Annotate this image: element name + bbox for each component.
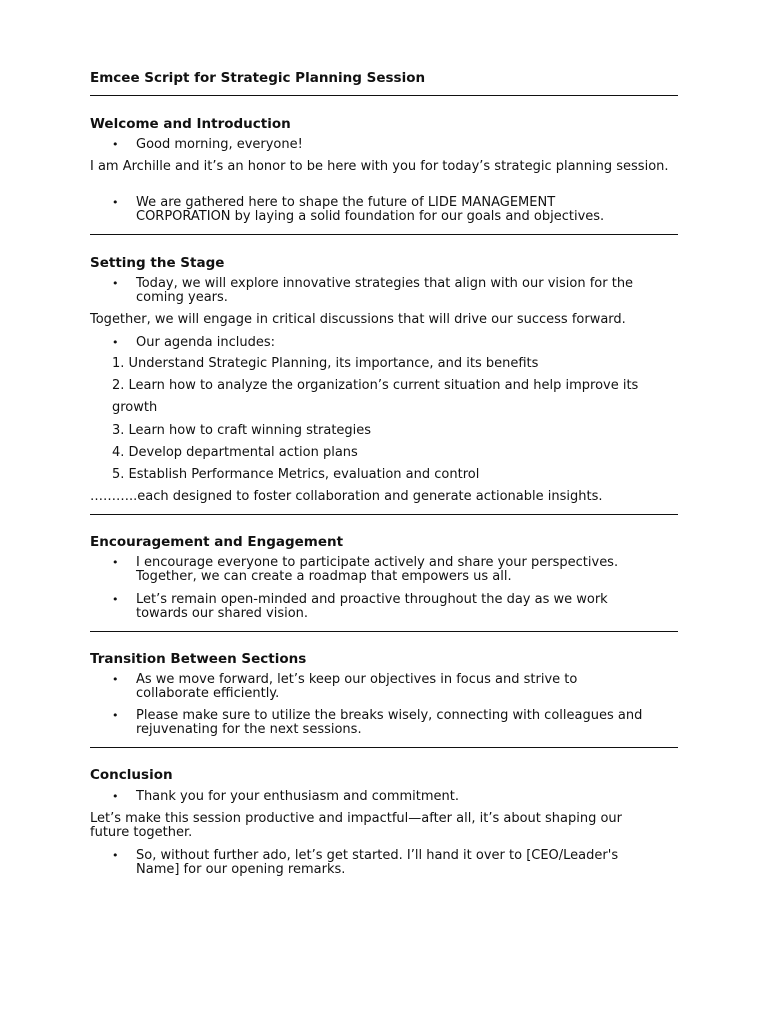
list-item: • Thank you for your enthusiasm and commitment. — [112, 789, 460, 804]
paragraph: Let’s make this session productive and impactful—after all, it’s about shaping our future together. — [90, 811, 623, 840]
list-item: • Good morning, everyone! — [112, 137, 303, 152]
list-item: • As we move forward, let’s keep our objectives in focus and strive to collaborate efficiently. — [112, 672, 578, 701]
list-item: • We are gathered here to shape the future of LIDE MANAGEMENT CORPORATION by laying a solid foundation for our goals and objectives. — [112, 195, 605, 224]
list-item: • Our agenda includes: — [112, 335, 276, 350]
divider — [90, 631, 678, 632]
bullet-dot-icon: • — [112, 138, 119, 151]
list-item: • I encourage everyone to participate actively and share your perspectives. Together, we can create a roadmap that empowers us all. — [112, 555, 619, 584]
paragraph: Together, we will engage in critical discussions that will drive our success forward. — [90, 312, 626, 327]
agenda-item: growth — [112, 400, 158, 415]
bullet-dot-icon: • — [112, 593, 119, 606]
agenda-item: 1. Understand Strategic Planning, its importance, and its benefits — [112, 356, 539, 371]
agenda-item: 2. Learn how to analyze the organization’s current situation and help improve its — [112, 378, 639, 393]
divider — [90, 95, 678, 96]
bullet-dot-icon: • — [112, 277, 119, 290]
agenda-item: 4. Develop departmental action plans — [112, 445, 358, 460]
section-heading-stage: Setting the Stage — [90, 255, 225, 271]
document-title: Emcee Script for Strategic Planning Session — [90, 70, 426, 86]
list-item: • Let’s remain open-minded and proactive throughout the day as we work towards our shared vision. — [112, 592, 608, 621]
section-heading-transition: Transition Between Sections — [90, 651, 307, 667]
bullet-dot-icon: • — [112, 709, 119, 722]
section-heading-welcome: Welcome and Introduction — [90, 116, 291, 132]
divider — [90, 234, 678, 235]
paragraph: ………..each designed to foster collaboration and generate actionable insights. — [90, 489, 603, 504]
agenda-item: 3. Learn how to craft winning strategies — [112, 423, 372, 438]
bullet-dot-icon: • — [112, 556, 119, 569]
agenda-item: 5. Establish Performance Metrics, evaluation and control — [112, 467, 480, 482]
list-item: • So, without further ado, let’s get started. I’ll hand it over to [CEO/Leader's Name] for our opening remarks. — [112, 848, 619, 877]
divider — [90, 747, 678, 748]
bullet-dot-icon: • — [112, 336, 119, 349]
list-item: • Today, we will explore innovative strategies that align with our vision for the coming years. — [112, 276, 634, 305]
divider — [90, 514, 678, 515]
bullet-dot-icon: • — [112, 790, 119, 803]
bullet-dot-icon: • — [112, 849, 119, 862]
section-heading-conclusion: Conclusion — [90, 767, 173, 783]
paragraph: I am Archille and it’s an honor to be here with you for today’s strategic planning session. — [90, 159, 669, 174]
section-heading-engagement: Encouragement and Engagement — [90, 534, 344, 550]
list-item: • Please make sure to utilize the breaks wisely, connecting with colleagues and rejuvenating for the next sessions. — [112, 708, 643, 737]
bullet-dot-icon: • — [112, 196, 119, 209]
bullet-dot-icon: • — [112, 673, 119, 686]
